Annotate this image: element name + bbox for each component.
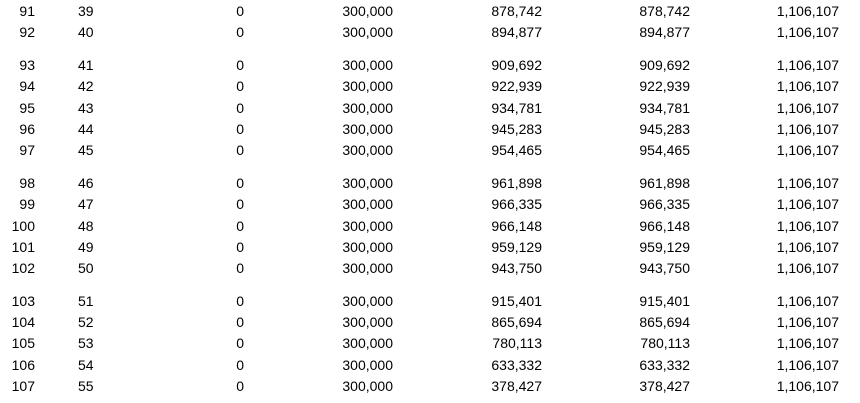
table-cell: 1,106,107 xyxy=(776,196,839,213)
table-cell: 865,694 xyxy=(491,314,542,331)
table-cell: 0 xyxy=(236,378,244,395)
table-cell: 1,106,107 xyxy=(776,56,839,73)
table-cell: 96 xyxy=(19,120,35,137)
table-cell: 44 xyxy=(78,120,94,137)
table-cell: 300,000 xyxy=(342,335,393,352)
table-cell: 878,742 xyxy=(491,3,542,19)
table-cell: 1,106,107 xyxy=(776,314,839,331)
table-cell: 922,939 xyxy=(491,78,542,95)
table-cell: 1,106,107 xyxy=(776,3,839,19)
table-cell: 1,106,107 xyxy=(776,356,839,373)
table-cell: 1,106,107 xyxy=(776,378,839,395)
table-cell: 300,000 xyxy=(342,99,393,116)
table-row xyxy=(0,355,860,376)
table-cell: 50 xyxy=(78,260,94,277)
table-cell: 300,000 xyxy=(342,217,393,234)
table-cell: 0 xyxy=(236,142,244,159)
table-cell: 51 xyxy=(78,292,94,309)
table-cell: 894,877 xyxy=(491,24,542,41)
table-cell: 0 xyxy=(236,196,244,213)
table-cell: 966,148 xyxy=(639,217,690,234)
table-cell: 54 xyxy=(78,356,94,373)
table-cell: 1,106,107 xyxy=(776,142,839,159)
table-row xyxy=(0,55,860,76)
table-cell: 300,000 xyxy=(342,3,393,19)
table-row xyxy=(0,312,860,333)
table-cell: 300,000 xyxy=(342,378,393,395)
table-cell: 961,898 xyxy=(639,174,690,191)
table-cell: 922,939 xyxy=(639,78,690,95)
table-cell: 42 xyxy=(78,78,94,95)
table-cell: 934,781 xyxy=(491,99,542,116)
table-cell: 966,148 xyxy=(491,217,542,234)
table-cell: 0 xyxy=(236,3,244,19)
table-cell: 300,000 xyxy=(342,196,393,213)
table-cell: 300,000 xyxy=(342,174,393,191)
table-row xyxy=(0,258,860,279)
table-row xyxy=(0,140,860,161)
table-cell: 300,000 xyxy=(342,356,393,373)
table-cell: 915,401 xyxy=(639,292,690,309)
table-row xyxy=(0,119,860,140)
table-cell: 300,000 xyxy=(342,24,393,41)
table-cell: 52 xyxy=(78,314,94,331)
table-row xyxy=(0,237,860,258)
table-cell: 894,877 xyxy=(639,24,690,41)
table-cell: 0 xyxy=(236,56,244,73)
table-cell: 92 xyxy=(19,24,35,41)
table-cell: 909,692 xyxy=(491,56,542,73)
table-cell: 300,000 xyxy=(342,238,393,255)
table-cell: 0 xyxy=(236,99,244,116)
table-cell: 1,106,107 xyxy=(776,335,839,352)
table-cell: 1,106,107 xyxy=(776,78,839,95)
table-cell: 0 xyxy=(236,356,244,373)
table-cell: 943,750 xyxy=(491,260,542,277)
table-cell: 102 xyxy=(11,260,35,277)
table-cell: 0 xyxy=(236,120,244,137)
table-cell: 94 xyxy=(19,78,35,95)
table-row xyxy=(0,333,860,354)
table-cell: 101 xyxy=(11,238,35,255)
table-cell: 780,113 xyxy=(640,335,690,352)
table-cell: 300,000 xyxy=(342,56,393,73)
table-row xyxy=(0,376,860,397)
table-cell: 48 xyxy=(78,217,94,234)
table-cell: 959,129 xyxy=(639,238,690,255)
table-cell: 55 xyxy=(78,378,94,395)
table-cell: 40 xyxy=(78,24,94,41)
table-cell: 300,000 xyxy=(342,260,393,277)
table-cell: 49 xyxy=(78,238,94,255)
table-cell: 1,106,107 xyxy=(776,238,839,255)
table-cell: 0 xyxy=(236,238,244,255)
table-cell: 46 xyxy=(78,174,94,191)
table-cell: 300,000 xyxy=(342,120,393,137)
table-row xyxy=(0,291,860,312)
table-cell: 961,898 xyxy=(491,174,542,191)
table-cell: 41 xyxy=(78,56,94,73)
table-row xyxy=(0,98,860,119)
table-cell: 45 xyxy=(78,142,94,159)
table-cell: 780,113 xyxy=(492,335,542,352)
table-cell: 966,335 xyxy=(491,196,542,213)
table-cell: 0 xyxy=(236,314,244,331)
table-row xyxy=(0,173,860,194)
table-cell: 966,335 xyxy=(639,196,690,213)
table-cell: 106 xyxy=(11,356,35,373)
table-cell: 300,000 xyxy=(342,78,393,95)
table-cell: 91 xyxy=(19,3,35,19)
table-cell: 954,465 xyxy=(639,142,690,159)
table-cell: 0 xyxy=(236,174,244,191)
table-cell: 1,106,107 xyxy=(776,260,839,277)
table-cell: 1,106,107 xyxy=(776,174,839,191)
table-cell: 0 xyxy=(236,260,244,277)
table-cell: 300,000 xyxy=(342,292,393,309)
table-cell: 0 xyxy=(236,78,244,95)
table-cell: 915,401 xyxy=(491,292,542,309)
table-cell: 909,692 xyxy=(639,56,690,73)
table-cell: 43 xyxy=(78,99,94,116)
table-cell: 934,781 xyxy=(639,99,690,116)
table-cell: 53 xyxy=(78,335,94,352)
table-cell: 1,106,107 xyxy=(776,292,839,309)
table-cell: 865,694 xyxy=(639,314,690,331)
table-row xyxy=(0,76,860,97)
table-cell: 98 xyxy=(19,174,35,191)
table-row xyxy=(0,1,860,22)
table-row xyxy=(0,22,860,43)
table-cell: 100 xyxy=(11,217,35,234)
table-cell: 0 xyxy=(236,292,244,309)
table-cell: 104 xyxy=(11,314,35,331)
table-cell: 300,000 xyxy=(342,142,393,159)
table-cell: 945,283 xyxy=(491,120,542,137)
table-cell: 378,427 xyxy=(639,378,690,395)
table-cell: 103 xyxy=(11,292,35,309)
table-cell: 878,742 xyxy=(639,3,690,19)
table-cell: 93 xyxy=(19,56,35,73)
table-cell: 959,129 xyxy=(491,238,542,255)
table-cell: 0 xyxy=(236,335,244,352)
table-cell: 378,427 xyxy=(491,378,542,395)
table-cell: 39 xyxy=(78,3,94,19)
table-cell: 107 xyxy=(11,378,35,395)
table-cell: 105 xyxy=(11,335,35,352)
table-cell: 300,000 xyxy=(342,314,393,331)
table-cell: 47 xyxy=(78,196,94,213)
table-cell: 0 xyxy=(236,24,244,41)
table-cell: 99 xyxy=(19,196,35,213)
table-cell: 633,332 xyxy=(639,356,690,373)
table-cell: 633,332 xyxy=(491,356,542,373)
table-cell: 954,465 xyxy=(491,142,542,159)
table-row xyxy=(0,216,860,237)
table-cell: 945,283 xyxy=(639,120,690,137)
table-cell: 1,106,107 xyxy=(776,99,839,116)
table-cell: 95 xyxy=(19,99,35,116)
table-cell: 943,750 xyxy=(639,260,690,277)
table-cell: 0 xyxy=(236,217,244,234)
table-cell: 1,106,107 xyxy=(776,120,839,137)
table-cell: 1,106,107 xyxy=(776,217,839,234)
table-row xyxy=(0,194,860,215)
table-cell: 1,106,107 xyxy=(776,24,839,41)
table-cell: 97 xyxy=(19,142,35,159)
